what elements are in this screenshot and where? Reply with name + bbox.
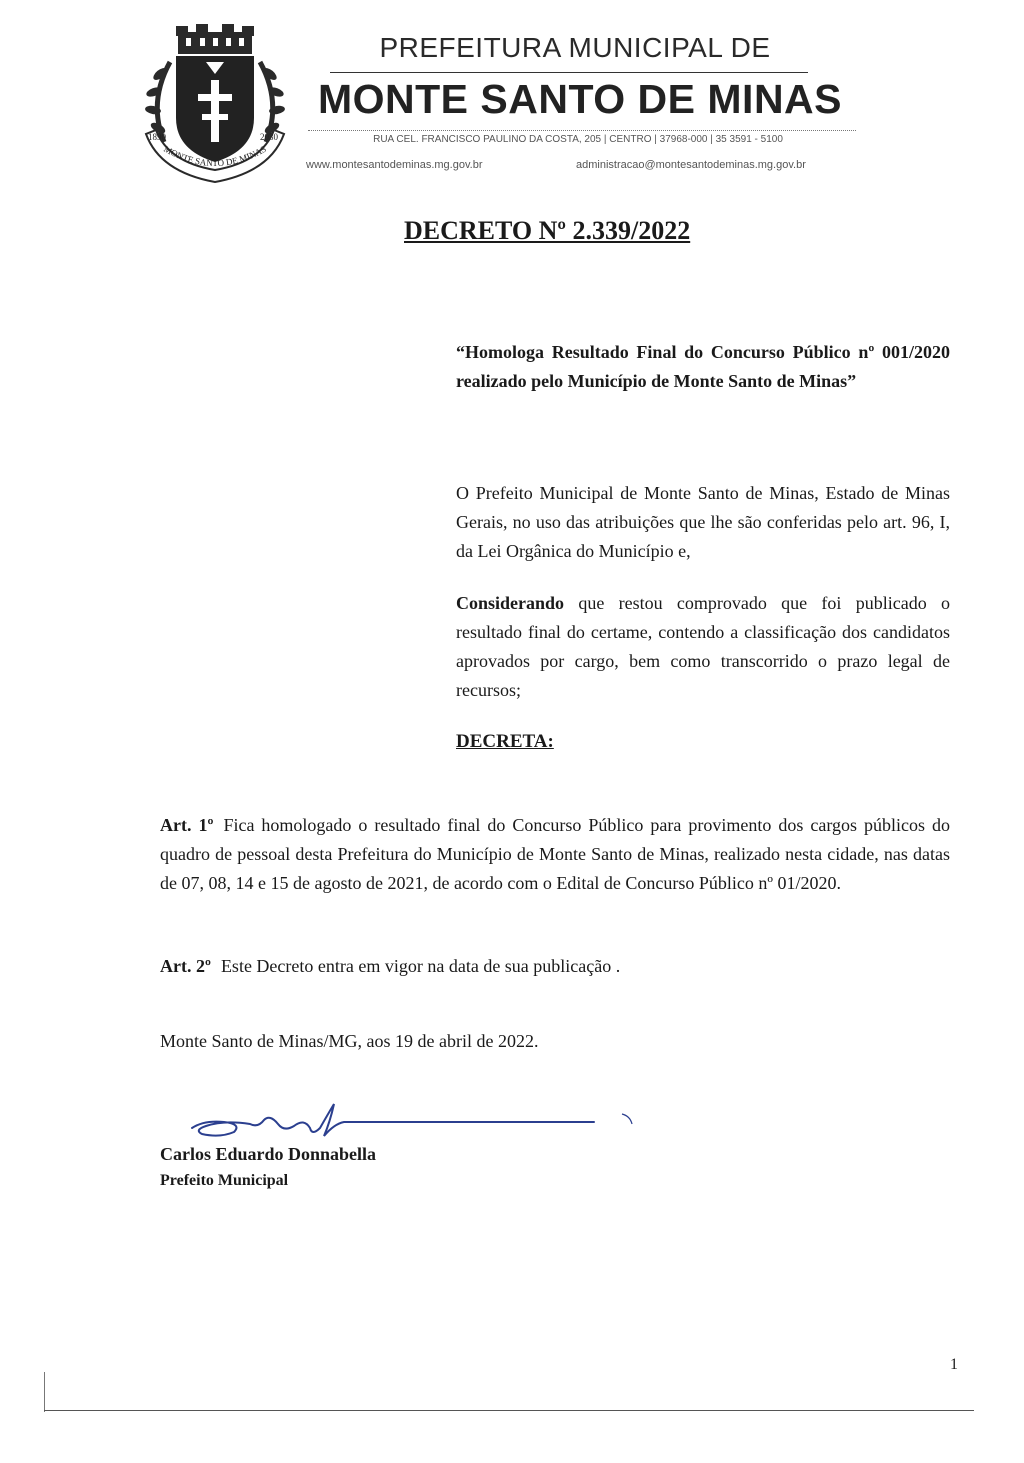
decree-preamble: O Prefeito Municipal de Monte Santo de Minas, Estado de Minas Gerais, no uso das atribuições que lhe são conferidas pelo art. 96, I, da Lei Orgânica do Município e, [456, 483, 950, 561]
article-2-text: Este Decreto entra em vigor na data de sua publicação . [220, 956, 621, 976]
header-divider-dotted [308, 130, 856, 131]
crest-year-right: 2030 [260, 132, 278, 142]
decree-dateline: Monte Santo de Minas/MG, aos 19 de abril de 2022. [160, 1031, 539, 1051]
page-number: 1 [950, 1356, 958, 1373]
decree-title: DECRETO Nº 2.339/2022 [404, 216, 691, 245]
header-city-name: MONTE SANTO DE MINAS [317, 76, 843, 122]
article-2 [160, 952, 950, 981]
municipal-coat-of-arms [140, 22, 290, 188]
decreta-heading: DECRETA: [456, 731, 554, 752]
header-divider [330, 72, 808, 73]
footer-divider [44, 1410, 974, 1411]
decree-ementa: “Homologa Resultado Final do Concurso Público nº 001/2020 realizado pelo Município de Monte Santo de Minas” [456, 342, 950, 391]
header-address: RUA CEL. FRANCISCO PAULINO DA COSTA, 205 | CENTRO | 37968-000 | 35 3591 - 5100 [373, 134, 783, 145]
header-website-link[interactable]: www.montesantodeminas.mg.gov.br [306, 159, 483, 171]
header-title: PREFEITURA MUNICIPAL DE [379, 32, 771, 63]
decree-considerando [456, 589, 950, 705]
article-1 [160, 811, 950, 898]
crest-ribbon-text: MONTE SANTO DE MINAS [162, 143, 268, 169]
signer-role: Prefeito Municipal [160, 1172, 289, 1189]
signer-name: Carlos Eduardo Donnabella [160, 1144, 377, 1164]
article-2-label: Art. 2º [160, 956, 211, 976]
page-margin-line [44, 1372, 45, 1412]
header-email-link[interactable]: administracao@montesantodeminas.mg.gov.br [576, 159, 806, 171]
considerando-label: Considerando [456, 593, 565, 613]
handwritten-signature [184, 1098, 644, 1142]
article-1-text: Fica homologado o resultado final do Concurso Público para provimento dos cargos públicos do quadro de pessoal desta Prefeitura do Município de Monte Santo de Minas, realizado nesta cidade, nas datas de 07, 08, 14 e 15 de agosto de 2021, de acordo com o Edital de Concurso Público nº 01/2020. [160, 815, 950, 893]
crest-year-left: 1890 [148, 132, 166, 142]
considerando-text: que restou comprovado que foi publicado o resultado final do certame, contendo a classificação dos candidatos aprovados por cargo, bem como transcorrido o prazo legal de recursos; [456, 593, 950, 700]
article-1-label: Art. 1º [160, 815, 214, 835]
